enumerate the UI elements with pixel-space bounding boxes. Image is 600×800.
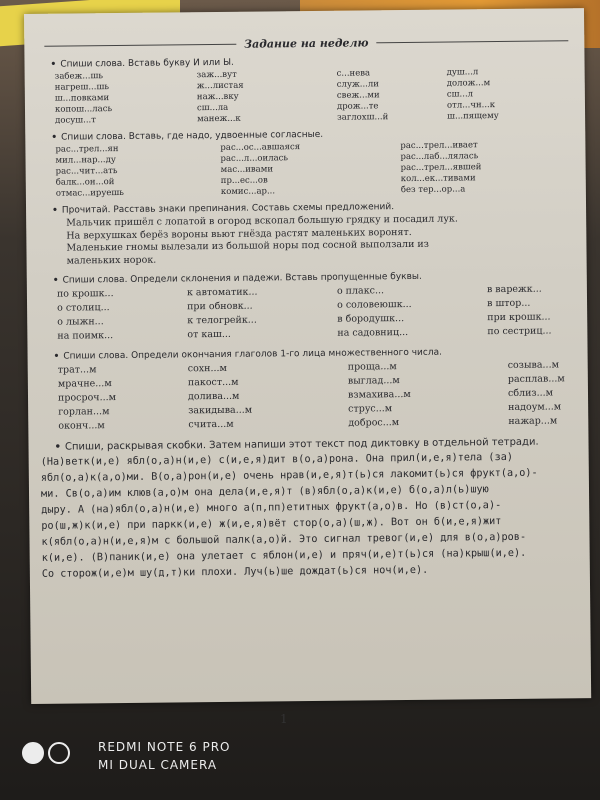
dictation-line: дыру. А (на)ябл(о,а)н(и,е) много а(п,пп)етитных фрукт(а,о)в. Но (в)ст(о,а)- <box>41 500 502 516</box>
dictation-line: ро(ш,ж)к(и,е) при паркк(и,е) ж(и,е,я)вёт стор(о,а)(ш,ж). Вот он б(и,е,я)жит <box>41 516 502 532</box>
word-item: сш...ла <box>196 102 229 114</box>
task-6: • Спиши, раскрывая скобки. Затем напиши этот текст под диктовку в отдельной тетради. <box>54 436 539 453</box>
word-item: досуш...т <box>55 115 96 126</box>
page-content <box>36 32 582 583</box>
word-item: о плакс... <box>336 285 385 297</box>
word-item: душ...л <box>446 67 479 78</box>
word-grid-1 <box>55 66 578 126</box>
dictation-line: Со сторож(и,е)м шу(д,т)ки плохи. Луч(ь)ше дождат(ь)ся ноч(и,е). <box>41 564 429 580</box>
watermark-line1: REDMI NOTE 6 PRO <box>98 740 231 754</box>
word-item: в варежк... <box>486 283 542 296</box>
workbook-page <box>24 8 591 704</box>
header-title: Задание на неделю <box>244 35 369 51</box>
page-number: 1 <box>280 712 288 726</box>
word-item: по сестриц... <box>487 325 552 338</box>
page-header <box>36 32 576 54</box>
word-item: пр...ес...ов <box>220 175 268 186</box>
word-item: манеж...к <box>197 113 241 125</box>
word-grid-2 <box>55 139 578 199</box>
word-item: мас...ивами <box>220 164 274 175</box>
word-item: на поимк... <box>57 330 114 342</box>
word-item: струс...м <box>348 403 393 415</box>
dictation-line: к(и,е). (В)паник(и,е) она улетает с яблон(и,е) и пряч(и,е)т(ь)ся (на)крыш(и,е). <box>41 547 527 564</box>
word-item: на садовниц... <box>337 326 409 339</box>
word-item: при обновк... <box>187 300 253 313</box>
word-item: кол...ек...тивами <box>400 173 476 185</box>
word-item: рас...трел...явшей <box>400 162 482 174</box>
paragraph-line: маленьких норок. <box>66 254 157 267</box>
word-item: рас...трел...ивает <box>400 140 478 152</box>
word-grid-5 <box>58 358 581 433</box>
word-item: сохн...м <box>187 362 227 375</box>
dictation-line: ябл(о,а)к(а,о)ми. В(о,а)рон(и,е) очень нрав(и,е,я)т(ь)ся лакомит(ь)ся фрукт(а,о)- <box>40 467 538 484</box>
word-item: оконч...м <box>58 420 105 432</box>
word-item: горлан...м <box>58 406 110 418</box>
watermark-line2: MI DUAL CAMERA <box>98 758 218 772</box>
paragraph-line: Мальчик пришёл с лопатой в огород вскопал большую грядку и посадил лук. <box>66 213 458 229</box>
word-item: в штор... <box>487 297 531 310</box>
word-item: служ...ли <box>336 79 379 90</box>
watermark-logo <box>22 742 70 764</box>
word-item: заж...вут <box>196 69 237 81</box>
word-item: рас...чит...ать <box>55 166 118 177</box>
word-item: мил...нар...ду <box>55 155 116 166</box>
dictation-text <box>41 449 582 583</box>
word-item: при крошк... <box>487 311 551 324</box>
word-item: о столиц... <box>57 302 110 314</box>
dictation-line: (На)ветк(и,е) ябл(о,а)н(и,е) с(и,е,я)дит в(о,а)рона. Она прил(и,е,я)тела (за) <box>40 451 514 468</box>
word-item: мрачне...м <box>57 378 112 390</box>
word-item: отл...чн...к <box>446 100 496 111</box>
word-item: выглад...м <box>347 375 400 387</box>
word-item: сблиз...м <box>507 387 554 399</box>
word-item: по крошк... <box>56 288 114 300</box>
task-4: • Спиши слова. Определи склонения и падежи. Вставь пропущенные буквы. <box>52 271 422 286</box>
word-item: в бородушк... <box>337 313 405 325</box>
dictation-line: к(ябл(о,а)н(и,е,я)м с большой палк(а,о)й. Это сигнал тревог(и,е) для в(о,а)ров- <box>41 531 527 548</box>
word-item: надоум...м <box>508 401 562 413</box>
task-1: • Спиши слова. Вставь букву И или Ы. <box>50 57 234 70</box>
word-item: дрож...те <box>336 101 379 112</box>
word-item: нагреш...шь <box>54 82 110 93</box>
word-item: о лыжн... <box>57 316 104 328</box>
word-item: закидыва...м <box>188 404 253 417</box>
word-item: от каш... <box>187 328 231 341</box>
word-item: к автоматик... <box>186 286 258 299</box>
word-item: долива...м <box>187 390 240 403</box>
word-item: трат...м <box>57 364 97 376</box>
word-item: рас...трел...ян <box>55 144 119 155</box>
paragraph <box>38 212 578 268</box>
task-2: • Спиши слова. Вставь, где надо, удвоенные согласные. <box>51 129 324 143</box>
word-item: нажар...м <box>508 415 558 427</box>
word-item: свеж...ми <box>336 90 380 101</box>
word-item: копош...лась <box>54 104 113 115</box>
word-item: проща...м <box>347 361 397 373</box>
word-item: ж...листая <box>196 80 244 92</box>
word-item: отмас...ируешь <box>55 187 124 199</box>
dictation-line: ми. Св(о,а)им клюв(а,о)м она дела(и,е,я)т (в)ябл(о,а)к(и,е) б(о,а)л(ь)шую <box>40 484 489 500</box>
word-item: наж...вку <box>196 91 239 103</box>
paragraph-line: На верхушках берёз вороны вьют гнёзда растят маленьких воронят. <box>66 226 412 242</box>
word-item: балк...он...ой <box>55 177 115 188</box>
task-3: • Прочитай. Расставь знаки препинания. Составь схемы предложений. <box>52 202 395 216</box>
word-item: долож...м <box>446 78 491 89</box>
word-item: к телогрейк... <box>187 314 257 327</box>
task-5: • Спиши слова. Определи окончания глаголов 1-го лица множественного числа. <box>53 347 443 362</box>
word-item: взмахива...м <box>347 388 411 401</box>
word-item: рас...лаб...лялась <box>400 151 479 163</box>
word-item: ш...повками <box>54 93 110 104</box>
word-item: доброс...м <box>348 417 400 429</box>
word-item: рас...л...оилась <box>220 153 289 164</box>
word-item: расплав...м <box>507 373 565 385</box>
word-item: комис...ар... <box>220 186 276 197</box>
word-item: забеж...шь <box>54 71 104 82</box>
word-item: просроч...м <box>57 392 117 404</box>
word-item: сш...л <box>446 89 474 100</box>
word-item: пакост...м <box>187 376 239 389</box>
word-item: счита...м <box>188 418 234 431</box>
word-item: заглохш...й <box>337 112 389 123</box>
word-item: без тер...ор...а <box>400 184 466 196</box>
word-item: о соловеюшк... <box>337 298 412 311</box>
word-grid-4 <box>57 282 580 343</box>
word-item: ш...пящему <box>447 111 499 122</box>
word-item: рас...ос...авшаяся <box>220 142 301 153</box>
word-item: созыва...м <box>507 359 560 371</box>
word-item: с...нева <box>336 68 371 79</box>
paragraph-line: Маленькие гномы вылезали из большой норы под сосной выползали из <box>66 238 429 254</box>
